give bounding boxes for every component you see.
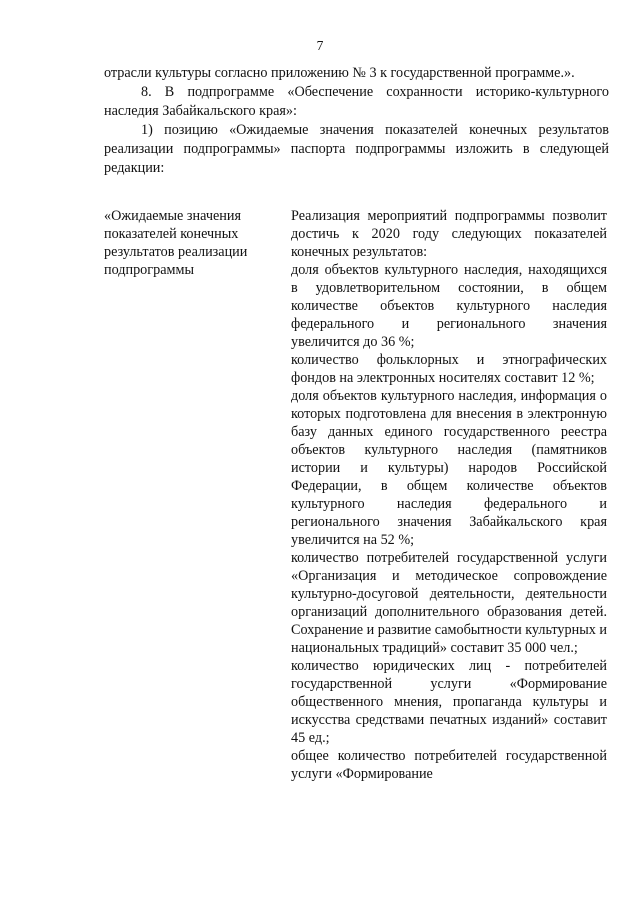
result-paragraph-1: Реализация мероприятий подпрограммы позволит достичь к 2020 году следующих показателей конечных результатов: — [291, 208, 607, 260]
table-right-cell — [291, 207, 607, 783]
intro-paragraph-1: отрасли культуры согласно приложению № 3 к государственной программе.». — [104, 65, 575, 81]
page-number: 7 — [316, 38, 324, 53]
intro-paragraph-3: 1) позицию «Ожидаемые значения показателей конечных результатов реализации подпрограммы» паспорта подпрограммы изложить в следующей редакции: — [104, 122, 609, 176]
intro-text — [104, 64, 609, 178]
result-paragraph-4: доля объектов культурного наследия, информация о которых подготовлена для внесения в электронную базу данных единого государственного реестра объектов культурного наследия (памятников истории и культуры) народов Российской Федерации, в общем количестве объектов культурного наследия федерального и регионального значения Забайкальского края увеличится на 52 %; — [291, 388, 607, 548]
result-paragraph-5: количество потребителей государственной услуги «Организация и методическое сопровождение культурно-досуговой деятельности, деятельности организаций дополнительного образования детей. Сохранение и развитие самобытности культурных и национальных традиций» составит 35 000 чел.; — [291, 550, 607, 656]
intro-paragraph-2: 8. В подпрограмме «Обеспечение сохранности историко-культурного наследия Забайкальского края»: — [104, 84, 609, 119]
result-paragraph-7: общее количество потребителей государственной услуги «Формирование — [291, 748, 607, 782]
result-paragraph-3: количество фольклорных и этнографических фондов на электронных носителях составит 12 %; — [291, 352, 607, 386]
table-left-cell: «Ожидаемые значения показателей конечных результатов реализации подпрограммы — [104, 208, 248, 278]
result-paragraph-2: доля объектов культурного наследия, находящихся в удовлетворительном состоянии, в общем количестве объектов культурного наследия федерального и регионального значения увеличится до 36 %; — [291, 262, 607, 350]
result-paragraph-6: количество юридических лиц - потребителей государственной услуги «Формирование общественного мнения, пропаганда культуры и искусства средствами печатных изданий» составит 45 ед.; — [291, 658, 607, 746]
